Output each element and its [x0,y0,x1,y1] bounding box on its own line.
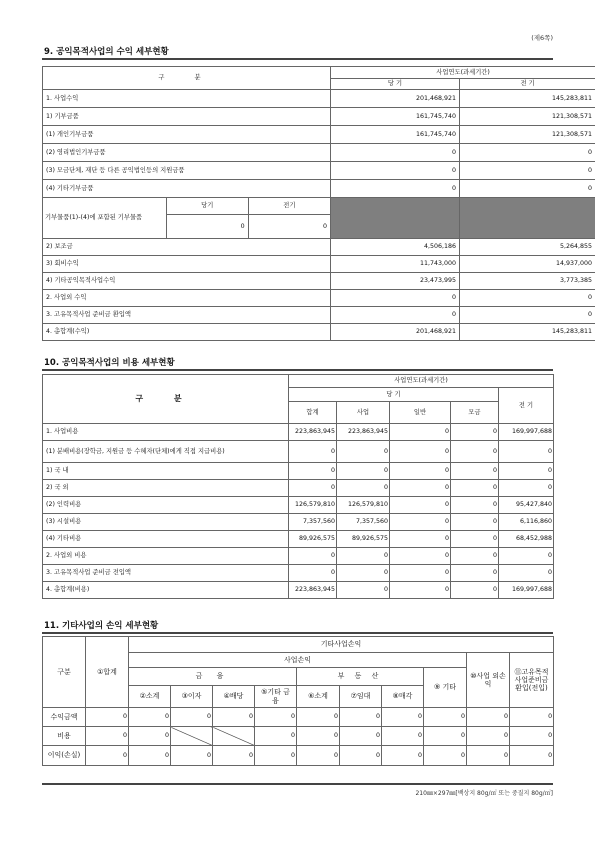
cur-value: 201,468,921 [331,90,460,108]
diagonal-cell [171,727,213,746]
value-cell: 0 [297,727,340,746]
cell-fund: 0 [451,565,499,582]
value-cell: 0 [255,708,297,727]
h-other: 기타사업손익 [129,637,554,653]
cell-biz: 7,357,560 [337,514,390,531]
cell-total: 0 [289,548,337,565]
donated-goods-cell [43,198,331,239]
cell-biz: 126,579,810 [337,497,390,514]
value-cell: 0 [467,727,510,746]
cell-prev: 0 [499,463,554,480]
value-cell: 0 [129,746,171,766]
cell-total: 223,863,945 [289,582,337,599]
expense-row [43,441,554,463]
revenue-row [43,126,595,144]
row-label: 1) 기부금품 [43,108,331,126]
cell-gen: 0 [390,441,451,463]
expense-row [43,565,554,582]
revenue-row [43,273,595,290]
revenue-row [43,108,595,126]
value-cell: 0 [382,746,424,766]
value-cell: 0 [424,727,467,746]
cell-gen: 0 [390,548,451,565]
prev-value: 145,283,811 [460,324,595,341]
cur-value: 0 [331,180,460,198]
revenue-row [43,324,595,341]
cur-value: 201,468,921 [331,324,460,341]
other-biz-table [42,636,554,766]
expense-table [42,374,554,599]
row-label: 이익(손실) [43,746,86,766]
revenue-row [43,307,595,324]
value-cell: 0 [467,746,510,766]
col-fund: 모금 [451,402,499,424]
value-cell: 0 [424,708,467,727]
cell-gen: 0 [390,531,451,548]
cell-fund: 0 [451,480,499,497]
pl-row [43,746,554,766]
revenue-table [42,66,595,341]
row-label: 1. 사업비용 [43,424,289,441]
cell-total: 0 [289,480,337,497]
row-label: (1) 분배비용(장학금, 지원금 등 수혜자(단체)에게 직접 지급비용) [43,441,289,463]
col-biz: 사업 [337,402,390,424]
h-nonbiz: ⑩사업 외손익 [467,653,510,708]
value-cell: 0 [467,708,510,727]
cell-prev: 0 [499,565,554,582]
row-label: 비용 [43,727,86,746]
cur-value: 4,506,186 [331,239,460,256]
h4: ④배당 [213,686,255,708]
donated-goods-cur-value: 0 [166,214,248,238]
expense-row [43,424,554,441]
year-header: 사업연도(과세기간) [331,67,595,79]
donated-goods-label: 기부물품(1)-(4)에 포함된 기부물품 [43,198,166,238]
cell-biz: 89,926,575 [337,531,390,548]
row-label: (2) 인력비용 [43,497,289,514]
h-gubun: 구분 [43,637,86,708]
cur-value: 0 [331,290,460,307]
cell-total: 7,357,560 [289,514,337,531]
h-reserve: ⑪고유목적사업준비금환입(전입) [510,653,554,708]
cur-value: 0 [331,162,460,180]
value-cell: 0 [382,727,424,746]
expense-row [43,514,554,531]
revenue-row [43,290,595,307]
cell-biz: 0 [337,582,390,599]
section-9-rule [42,58,553,60]
cell-prev: 0 [499,480,554,497]
year-header-10: 사업연도(과세기간) [289,375,554,388]
cell-fund: 0 [451,531,499,548]
h-total: ①합계 [86,637,129,708]
cell-gen: 0 [390,480,451,497]
h6: ⑥소계 [297,686,340,708]
grey-cell-cur [331,198,460,239]
row-label: 2. 사업외 수익 [43,290,331,307]
value-cell: 0 [297,708,340,727]
row-label: 2) 보조금 [43,239,331,256]
cell-total: 0 [289,565,337,582]
row-label: 3. 고유목적사업 준비금 전입액 [43,565,289,582]
cell-prev: 169,997,688 [499,582,554,599]
grey-cell-prev [460,198,595,239]
h-re: 부 동 산 [297,668,424,686]
prev-value: 0 [460,162,595,180]
prev-value: 3,773,385 [460,273,595,290]
row-label: (4) 기타비용 [43,531,289,548]
row-label: 4. 총합계(비용) [43,582,289,599]
row-label: 4) 기타공익목적사업수익 [43,273,331,290]
h3: ③이자 [171,686,213,708]
cell-gen: 0 [390,514,451,531]
value-cell: 0 [297,746,340,766]
donated-goods-prev-label: 전기 [248,198,330,214]
cell-fund: 0 [451,582,499,599]
col-total: 합계 [289,402,337,424]
pl-row [43,727,554,746]
expense-row [43,531,554,548]
value-cell: 0 [340,708,382,727]
value-cell: 0 [86,727,129,746]
prev-value: 121,308,571 [460,126,595,144]
prev-value: 145,283,811 [460,90,595,108]
cell-total: 89,926,575 [289,531,337,548]
revenue-row [43,180,595,198]
cell-biz: 223,863,945 [337,424,390,441]
expense-row [43,548,554,565]
cell-fund: 0 [451,514,499,531]
value-cell: 0 [129,727,171,746]
section-11-rule [42,632,553,634]
prev-value: 0 [460,290,595,307]
cur-header-10: 당 기 [289,388,499,402]
value-cell: 0 [213,708,255,727]
value-cell: 0 [510,708,554,727]
donated-goods-prev-value: 0 [323,222,328,230]
cell-gen: 0 [390,497,451,514]
cell-gen: 0 [390,582,451,599]
prev-value: 121,308,571 [460,108,595,126]
revenue-row [43,256,595,273]
cur-value: 161,745,740 [331,108,460,126]
row-label: 1. 사업수익 [43,90,331,108]
row-label: 4. 총합계(수익) [43,324,331,341]
expense-row [43,497,554,514]
value-cell: 0 [510,727,554,746]
value-cell: 0 [255,727,297,746]
section-9-title: 9. 공익목적사업의 수익 세부현황 [44,47,169,57]
prev-header-10: 전 기 [499,388,554,424]
h7: ⑦임대 [340,686,382,708]
cell-prev: 6,116,860 [499,514,554,531]
pl-row [43,708,554,727]
prev-header: 전 기 [460,79,595,90]
prev-value: 0 [460,180,595,198]
cell-prev: 169,997,688 [499,424,554,441]
value-cell: 0 [86,746,129,766]
cell-fund: 0 [451,463,499,480]
cell-biz: 0 [337,441,390,463]
prev-value: 5,264,855 [460,239,595,256]
value-cell: 0 [129,708,171,727]
prev-value: 0 [460,307,595,324]
cell-biz: 0 [337,463,390,480]
cell-biz: 0 [337,480,390,497]
cell-total: 0 [289,463,337,480]
value-cell: 0 [340,746,382,766]
paper-spec: 210㎜×297㎜[백상지 80g/㎡ 또는 중질지 80g/㎡] [415,790,553,797]
row-label: 3) 회비수익 [43,256,331,273]
row-label: 2) 국 외 [43,480,289,497]
revenue-row [43,144,595,162]
cell-prev: 0 [499,548,554,565]
value-cell: 0 [340,727,382,746]
row-label: 수익금액 [43,708,86,727]
cell-total: 126,579,810 [289,497,337,514]
expense-row [43,582,554,599]
value-cell: 0 [171,746,213,766]
cell-fund: 0 [451,497,499,514]
cur-value: 0 [331,307,460,324]
cur-value: 161,745,740 [331,126,460,144]
h-biz: 사업손익 [129,653,467,668]
h8: ⑧매각 [382,686,424,708]
row-label: (2) 영리법인기부금품 [43,144,331,162]
value-cell: 0 [171,708,213,727]
h5: ⑤기타 금융 [255,686,297,708]
cell-gen: 0 [390,424,451,441]
gubun-header-10: 구 분 [43,375,289,424]
section-10-title: 10. 공익목적사업의 비용 세부현황 [44,358,175,368]
cell-gen: 0 [390,463,451,480]
value-cell: 0 [86,708,129,727]
row-label: 3. 고유목적사업 준비금 환입액 [43,307,331,324]
cell-prev: 68,452,988 [499,531,554,548]
row-label: (4) 기타기부금품 [43,180,331,198]
bottom-rule [42,783,553,785]
cell-prev: 95,427,840 [499,497,554,514]
cell-fund: 0 [451,548,499,565]
value-cell: 0 [424,746,467,766]
h2: ②소계 [129,686,171,708]
gubun-header: 구 분 [43,67,331,90]
cell-fund: 0 [451,441,499,463]
cur-header: 당 기 [331,79,460,90]
cur-value: 11,743,000 [331,256,460,273]
cell-fund: 0 [451,424,499,441]
section-11-title: 11. 기타사업의 손익 세부현황 [44,621,159,631]
row-label: 1) 국 내 [43,463,289,480]
cur-value: 23,473,995 [331,273,460,290]
expense-row [43,480,554,497]
cell-biz: 0 [337,565,390,582]
cell-total: 223,863,945 [289,424,337,441]
h-fin: 금 융 [129,668,297,686]
section-10-rule [42,369,553,371]
cell-gen: 0 [390,565,451,582]
value-cell: 0 [255,746,297,766]
revenue-row [43,90,595,108]
value-cell: 0 [382,708,424,727]
prev-value: 14,937,000 [460,256,595,273]
prev-value: 0 [460,144,595,162]
value-cell: 0 [510,746,554,766]
row-label: (3) 시설비용 [43,514,289,531]
row-label: (1) 개인기부금품 [43,126,331,144]
cell-total: 0 [289,441,337,463]
donated-goods-cur-label: 당기 [166,198,248,214]
diagonal-cell [213,727,255,746]
cell-biz: 0 [337,548,390,565]
revenue-row [43,162,595,180]
h-etc: ⑨ 기타 [424,668,467,708]
value-cell: 0 [213,746,255,766]
col-gen: 일반 [390,402,451,424]
revenue-row [43,239,595,256]
row-label: 2. 사업외 비용 [43,548,289,565]
cell-prev: 0 [499,441,554,463]
row-label: (3) 모금단체, 재단 등 다른 공익법인등의 지원금품 [43,162,331,180]
page-label: (제6쪽) [531,34,553,42]
expense-row [43,463,554,480]
cur-value: 0 [331,144,460,162]
